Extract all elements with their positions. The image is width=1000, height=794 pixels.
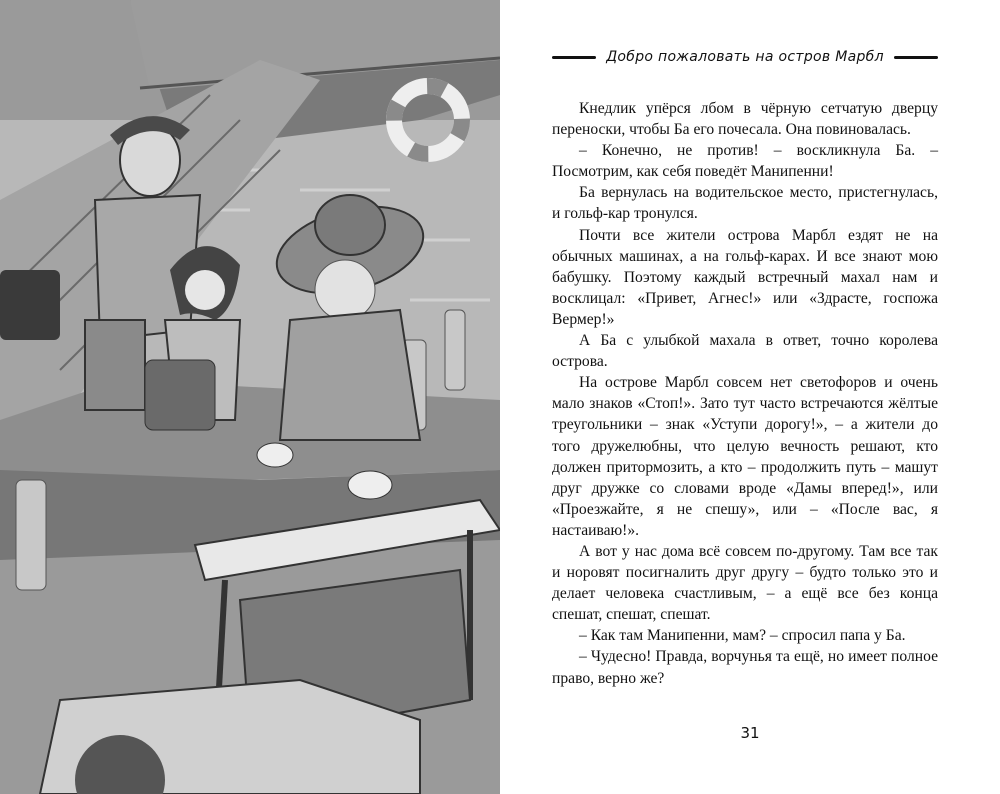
running-head [552, 49, 938, 65]
paragraph: – Как там Манипенни, мам? – спросил папа у Ба. [579, 627, 906, 645]
paragraph: На острове Марбл совсем нет светофоров и очень мало знаков «Стоп!». Зато тут часто встречаются жёлтые треугольники – знак «Уступи дорогу!», – а жители до того дружелюбны, что целую вечность решают, кто должен притормозить, а кто – продолжить путь – машут друг дружке со словами вроде «Дамы вперед!», или «Проезжайте, я не спешу», или – «После вас, я настаиваю!». [552, 374, 938, 539]
paragraph: Почти все жители острова Марбл ездят не на обычных машинах, а на гольф-карах. И все знают мою бабушку. Поэтому каждый встречный махал нам и восклицал: «Привет, Агнес!» или «Здрасте, госпожа Вермер!» [552, 226, 938, 328]
running-head-rule-left [552, 56, 596, 59]
paragraph: А вот у нас дома всё совсем по-другому. Там все так и норовят посигналить друг другу – будто только это и делает человека счастливым, – а ещё все без конца спешат, спешат, спешат. [552, 542, 938, 624]
page-number: 31 [740, 724, 760, 742]
paragraph: Кнедлик упёрся лбом в чёрную сетчатую дверцу переноски, чтобы Ба его почесала. Она повиновалась. [552, 100, 938, 139]
paragraph: Ба вернулась на водительское место, пристегнулась, и гольф-кар тронулся. [552, 184, 938, 223]
text-page [500, 0, 1000, 794]
running-head-title: Добро пожаловать на остров Марбл [606, 49, 884, 65]
paragraph: – Конечно, не против! – воскликнула Ба. – Посмотрим, как себя поведёт Манипенни! [552, 142, 938, 181]
paragraph: А Ба с улыбкой махала в ответ, точно королева острова. [552, 332, 938, 371]
running-head-rule-right [894, 56, 938, 59]
body-text [552, 98, 938, 689]
paragraph: – Чудесно! Правда, ворчунья та ещё, но имеет полное право, верно же? [552, 648, 938, 687]
